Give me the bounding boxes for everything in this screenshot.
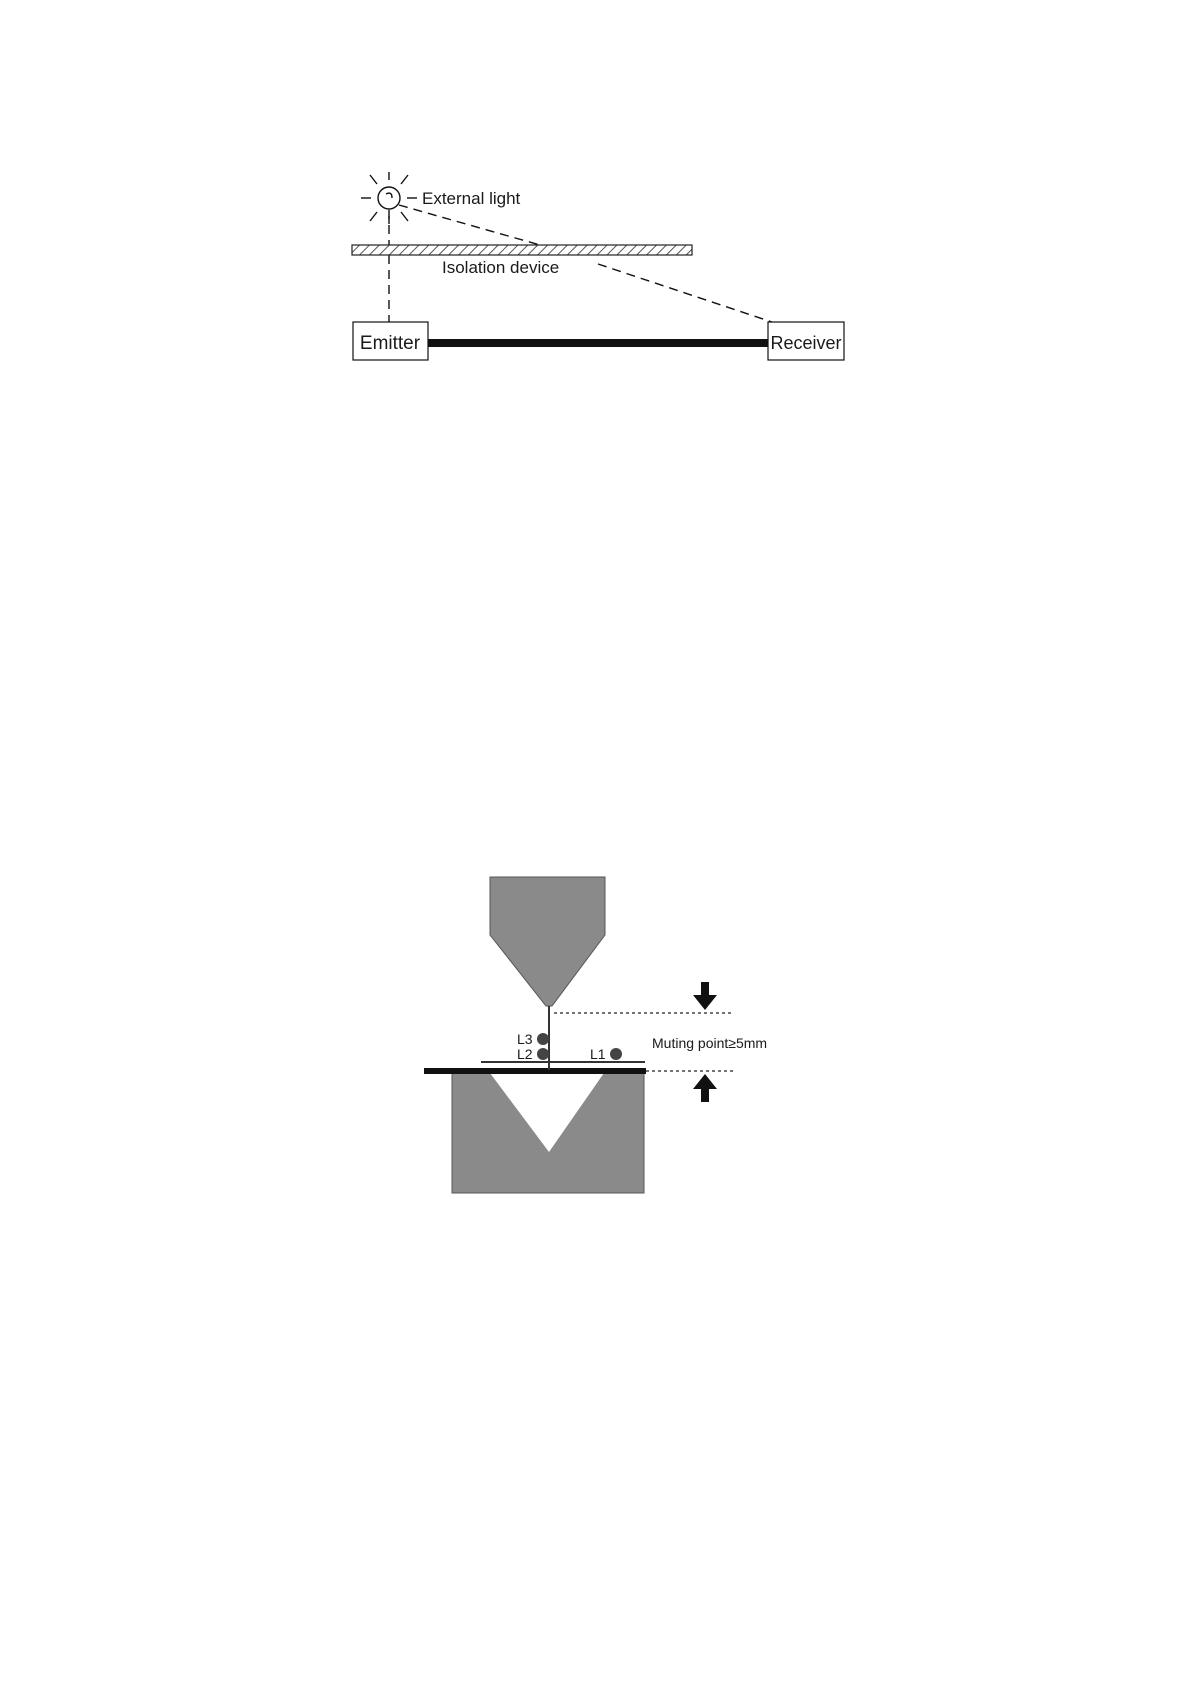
sensor-l1-dot (610, 1048, 622, 1060)
down-arrow-icon (693, 982, 717, 1010)
muting-point-label: Muting point≥5mm (652, 1035, 768, 1051)
isolation-device-plate (352, 245, 692, 255)
workpiece-bar (424, 1068, 646, 1074)
sensor-l3-dot (537, 1033, 549, 1045)
external-light-label: External light (422, 189, 521, 208)
sensor-l2-label: L2 (517, 1046, 533, 1062)
sensor-l1-label: L1 (590, 1046, 606, 1062)
isolation-device-label: Isolation device (442, 258, 560, 277)
external-light-diagram (352, 172, 844, 360)
light-beam (428, 339, 768, 347)
press-brake-muting-diagram (424, 877, 767, 1193)
upper-punch-tool (490, 877, 605, 1006)
light-ray-diagonal-upper (399, 205, 540, 245)
sensor-l2-dot (537, 1048, 549, 1060)
sensor-l3-label: L3 (517, 1031, 533, 1047)
receiver-label: Receiver (770, 333, 842, 353)
light-ray-diagonal-lower (598, 264, 772, 322)
emitter-label: Emitter (359, 333, 421, 354)
up-arrow-icon (693, 1074, 717, 1102)
